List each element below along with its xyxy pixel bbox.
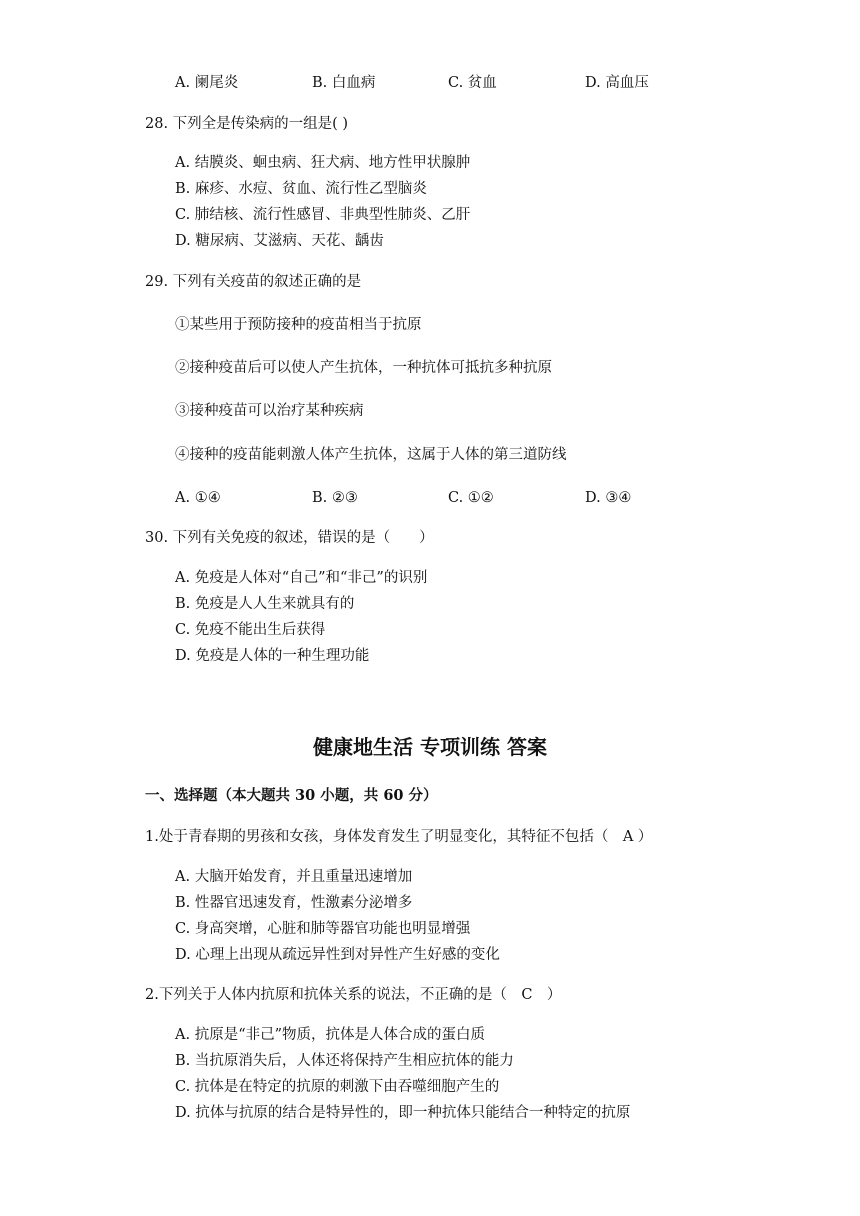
q30-option-a: A. 免疫是人体对“自己”和“非己”的识别 <box>175 570 428 586</box>
q29-option-a: A. ①④ <box>175 490 221 506</box>
q27-option-c: C. 贫血 <box>448 75 497 91</box>
answer-2-option-c: C. 抗体是在特定的抗原的刺激下由吞噬细胞产生的 <box>175 1079 500 1095</box>
q29-options <box>175 489 695 507</box>
q29-option-c: C. ①② <box>448 490 494 506</box>
q30-option-d: D. 免疫是人体的一种生理功能 <box>175 648 370 664</box>
answer-2-option-a: A. 抗原是“非己”物质，抗体是人体合成的蛋白质 <box>175 1027 486 1043</box>
q29-stem: 29. 下列有关疫苗的叙述正确的是 <box>145 274 362 290</box>
answer-1-option-d: D. 心理上出现从疏远异性到对异性产生好感的变化 <box>175 947 500 963</box>
q27-option-d: D. 高血压 <box>585 75 649 91</box>
q29-option-d: D. ③④ <box>585 490 632 506</box>
q30-stem: 30. 下列有关免疫的叙述，错误的是（ ） <box>145 530 434 546</box>
q27-option-a: A. 阑尾炎 <box>175 75 239 91</box>
q27-options <box>175 74 695 92</box>
answer-2-option-b: B. 当抗原消失后，人体还将保持产生相应抗体的能力 <box>175 1053 514 1069</box>
answer-1-option-c: C. 身高突增，心脏和肺等器官功能也明显增强 <box>175 921 471 937</box>
q28-stem: 28. 下列全是传染病的一组是( ) <box>145 116 349 132</box>
q29-option-b: B. ②③ <box>312 490 358 506</box>
q28-option-c: C. 肺结核、流行性感冒、非典型性肺炎、乙肝 <box>175 207 471 223</box>
answer-1-option-b: B. 性器官迅速发育，性激素分泌增多 <box>175 895 413 911</box>
q30-option-b: B. 免疫是人人生来就具有的 <box>175 596 355 612</box>
q29-statement-4: ④接种的疫苗能刺激人体产生抗体，这属于人体的第三道防线 <box>175 447 567 463</box>
q30-option-c: C. 免疫不能出生后获得 <box>175 622 326 638</box>
section-heading: 一、选择题（本大题共 30 小题，共 60 分） <box>145 787 438 804</box>
q29-statement-2: ②接种疫苗后可以使人产生抗体，一种抗体可抵抗多种抗原 <box>175 360 552 376</box>
answer-2-option-d: D. 抗体与抗原的结合是特异性的，即一种抗体只能结合一种特定的抗原 <box>175 1105 631 1121</box>
q28-option-d: D. 糖尿病、艾滋病、天花、龋齿 <box>175 233 384 249</box>
q27-option-b: B. 白血病 <box>312 75 376 91</box>
answer-title: 健康地生活 专项训练 答案 <box>313 735 547 759</box>
answer-1-option-a: A. 大脑开始发育，并且重量迅速增加 <box>175 869 413 885</box>
answer-2-stem: 2.下列关于人体内抗原和抗体关系的说法，不正确的是（ C ） <box>145 987 562 1003</box>
answer-1-stem: 1.处于青春期的男孩和女孩，身体发育发生了明显变化，其特征不包括（ A ） <box>145 829 653 845</box>
q28-option-a: A. 结膜炎、蛔虫病、狂犬病、地方性甲状腺肿 <box>175 155 471 171</box>
q29-statement-3: ③接种疫苗可以治疗某种疾病 <box>175 403 364 419</box>
q28-option-b: B. 麻疹、水痘、贫血、流行性乙型脑炎 <box>175 181 427 197</box>
q29-statement-1: ①某些用于预防接种的疫苗相当于抗原 <box>175 317 422 333</box>
